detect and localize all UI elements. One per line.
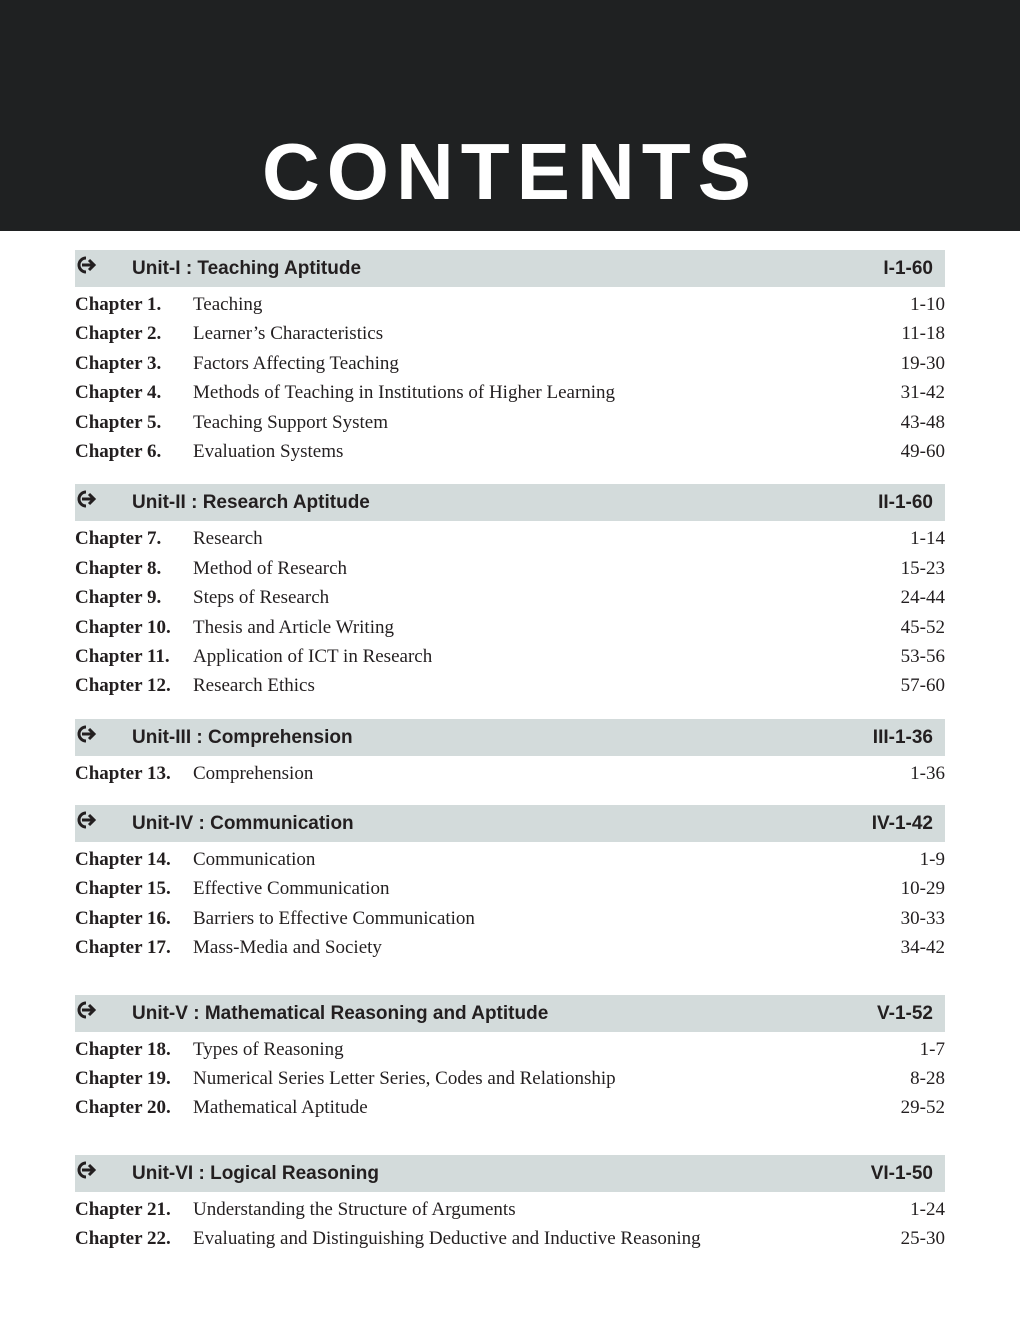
chapter-label: Chapter 19. bbox=[75, 1068, 171, 1090]
unit-page-range: IV-1-42 bbox=[871, 813, 933, 835]
chapter-pages: 11-18 bbox=[901, 323, 945, 345]
chapter-label: Chapter 17. bbox=[75, 937, 171, 959]
chapter-row[interactable] bbox=[75, 583, 945, 612]
unit-section bbox=[75, 719, 945, 788]
chapter-title: Methods of Teaching in Institutions of Higher Learning bbox=[193, 382, 616, 404]
chapter-row[interactable] bbox=[75, 1035, 945, 1064]
chapter-title: Barriers to Effective Communication bbox=[193, 907, 475, 929]
chapter-row[interactable] bbox=[75, 408, 945, 437]
chapter-pages: 19-30 bbox=[900, 352, 945, 374]
chapter-row[interactable] bbox=[75, 378, 945, 407]
chapter-title: Application of ICT in Research bbox=[193, 645, 433, 667]
unit-header bbox=[75, 995, 945, 1032]
unit-header bbox=[75, 250, 945, 287]
chapter-label: Chapter 8. bbox=[75, 557, 162, 579]
chapter-pages: 30-33 bbox=[900, 907, 945, 929]
header-banner bbox=[0, 0, 1020, 231]
unit-header bbox=[75, 1155, 945, 1192]
chapter-title: Evaluating and Distinguishing Deductive and Inductive Reasoning bbox=[193, 1228, 701, 1250]
unit-title: Unit-IV : Communication bbox=[132, 813, 354, 835]
chapter-row[interactable] bbox=[75, 1064, 945, 1093]
chapter-list bbox=[75, 287, 945, 466]
chapter-label: Chapter 16. bbox=[75, 907, 171, 929]
chapter-pages: 53-56 bbox=[900, 645, 945, 667]
unit-section bbox=[75, 250, 945, 466]
chapter-list bbox=[75, 1192, 945, 1254]
unit-header bbox=[75, 805, 945, 842]
unit-section bbox=[75, 1155, 945, 1254]
unit-title: Unit-VI : Logical Reasoning bbox=[132, 1162, 380, 1184]
chapter-pages: 34-42 bbox=[900, 937, 945, 959]
chapter-label: Chapter 13. bbox=[75, 762, 171, 784]
chapter-title: Comprehension bbox=[193, 762, 314, 784]
unit-section bbox=[75, 805, 945, 963]
chapter-title: Mass-Media and Society bbox=[193, 937, 382, 959]
chapter-row[interactable] bbox=[75, 1093, 945, 1122]
chapter-pages: 10-29 bbox=[900, 878, 945, 900]
chapter-pages: 1-7 bbox=[919, 1038, 945, 1060]
chapter-label: Chapter 14. bbox=[75, 849, 171, 871]
chapter-list bbox=[75, 756, 945, 788]
chapter-pages: 57-60 bbox=[900, 675, 945, 697]
chapter-label: Chapter 2. bbox=[75, 323, 162, 345]
chapter-label: Chapter 9. bbox=[75, 587, 162, 609]
chapter-title: Numerical Series Letter Series, Codes and Relationship bbox=[193, 1068, 616, 1090]
chapter-row[interactable] bbox=[75, 874, 945, 903]
chapter-pages: 1-10 bbox=[910, 294, 945, 315]
chapter-title: Method of Research bbox=[193, 557, 348, 579]
chapter-label: Chapter 15. bbox=[75, 878, 171, 900]
page-title: CONTENTS bbox=[262, 127, 758, 216]
chapter-label: Chapter 5. bbox=[75, 411, 162, 433]
chapter-row[interactable] bbox=[75, 671, 945, 700]
chapter-title: Effective Communication bbox=[193, 878, 390, 900]
chapter-pages: 45-52 bbox=[900, 616, 945, 638]
chapter-row[interactable] bbox=[75, 290, 945, 319]
chapter-pages: 1-9 bbox=[919, 849, 945, 871]
chapter-label: Chapter 11. bbox=[75, 645, 170, 667]
arrow-bullet-icon bbox=[77, 998, 97, 1028]
chapter-label: Chapter 12. bbox=[75, 675, 171, 697]
chapter-title: Research bbox=[193, 528, 263, 550]
chapter-list bbox=[75, 842, 945, 963]
chapter-label: Chapter 21. bbox=[75, 1198, 171, 1220]
table-of-contents bbox=[75, 250, 945, 1254]
chapter-label: Chapter 4. bbox=[75, 382, 162, 404]
chapter-title: Factors Affecting Teaching bbox=[193, 352, 399, 374]
chapter-title: Thesis and Article Writing bbox=[193, 616, 394, 638]
unit-title: Unit-III : Comprehension bbox=[132, 726, 353, 748]
chapter-row[interactable] bbox=[75, 1224, 945, 1253]
chapter-row[interactable] bbox=[75, 319, 945, 348]
unit-header bbox=[75, 484, 945, 521]
arrow-bullet-icon bbox=[77, 808, 97, 838]
chapter-row[interactable] bbox=[75, 642, 945, 671]
unit-title: Unit-V : Mathematical Reasoning and Aptitude bbox=[132, 1002, 549, 1024]
chapter-title: Teaching bbox=[193, 294, 263, 315]
arrow-bullet-icon bbox=[77, 722, 97, 752]
chapter-label: Chapter 7. bbox=[75, 528, 162, 550]
unit-title: Unit-II : Research Aptitude bbox=[132, 492, 370, 514]
unit-page-range: I-1-60 bbox=[883, 258, 933, 279]
arrow-bullet-icon bbox=[77, 487, 97, 517]
chapter-title: Mathematical Aptitude bbox=[193, 1097, 368, 1119]
chapter-row[interactable] bbox=[75, 613, 945, 642]
chapter-row[interactable] bbox=[75, 524, 945, 553]
chapter-row[interactable] bbox=[75, 349, 945, 378]
chapter-pages: 15-23 bbox=[900, 557, 945, 579]
chapter-title: Types of Reasoning bbox=[193, 1038, 344, 1060]
chapter-pages: 25-30 bbox=[900, 1228, 945, 1250]
chapter-pages: 1-36 bbox=[910, 762, 945, 784]
chapter-label: Chapter 10. bbox=[75, 616, 171, 638]
unit-title: Unit-I : Teaching Aptitude bbox=[132, 258, 362, 279]
chapter-pages: 24-44 bbox=[900, 587, 945, 609]
chapter-row[interactable] bbox=[75, 759, 945, 788]
unit-page-range: VI-1-50 bbox=[870, 1162, 933, 1184]
chapter-pages: 29-52 bbox=[900, 1097, 945, 1119]
chapter-row[interactable] bbox=[75, 1195, 945, 1224]
chapter-label: Chapter 22. bbox=[75, 1228, 171, 1250]
chapter-title: Teaching Support System bbox=[193, 411, 388, 433]
chapter-label: Chapter 20. bbox=[75, 1097, 171, 1119]
chapter-pages: 43-48 bbox=[900, 411, 945, 433]
chapter-title: Steps of Research bbox=[193, 587, 330, 609]
chapter-list bbox=[75, 521, 945, 700]
unit-section bbox=[75, 484, 945, 700]
chapter-pages: 1-24 bbox=[910, 1198, 945, 1220]
chapter-title: Evaluation Systems bbox=[193, 440, 344, 462]
unit-page-range: III-1-36 bbox=[872, 726, 933, 748]
chapter-row[interactable] bbox=[75, 437, 945, 466]
chapter-row[interactable] bbox=[75, 933, 945, 962]
chapter-label: Chapter 6. bbox=[75, 440, 162, 462]
chapter-title: Learner’s Characteristics bbox=[193, 323, 384, 345]
chapter-title: Research Ethics bbox=[193, 675, 315, 697]
unit-header bbox=[75, 719, 945, 756]
chapter-title: Understanding the Structure of Arguments bbox=[193, 1198, 516, 1220]
chapter-label: Chapter 1. bbox=[75, 294, 162, 315]
unit-section bbox=[75, 995, 945, 1123]
chapter-pages: 31-42 bbox=[900, 382, 945, 404]
arrow-bullet-icon bbox=[77, 253, 97, 283]
chapter-label: Chapter 18. bbox=[75, 1038, 171, 1060]
chapter-label: Chapter 3. bbox=[75, 352, 162, 374]
chapter-pages: 1-14 bbox=[910, 528, 945, 550]
chapter-row[interactable] bbox=[75, 554, 945, 583]
chapter-list bbox=[75, 1032, 945, 1123]
arrow-bullet-icon bbox=[77, 1158, 97, 1188]
chapter-title: Communication bbox=[193, 849, 316, 871]
unit-page-range: V-1-52 bbox=[877, 1002, 933, 1024]
chapter-row[interactable] bbox=[75, 904, 945, 933]
chapter-row[interactable] bbox=[75, 845, 945, 874]
chapter-pages: 8-28 bbox=[910, 1068, 945, 1090]
chapter-pages: 49-60 bbox=[900, 440, 945, 462]
unit-page-range: II-1-60 bbox=[878, 492, 933, 514]
